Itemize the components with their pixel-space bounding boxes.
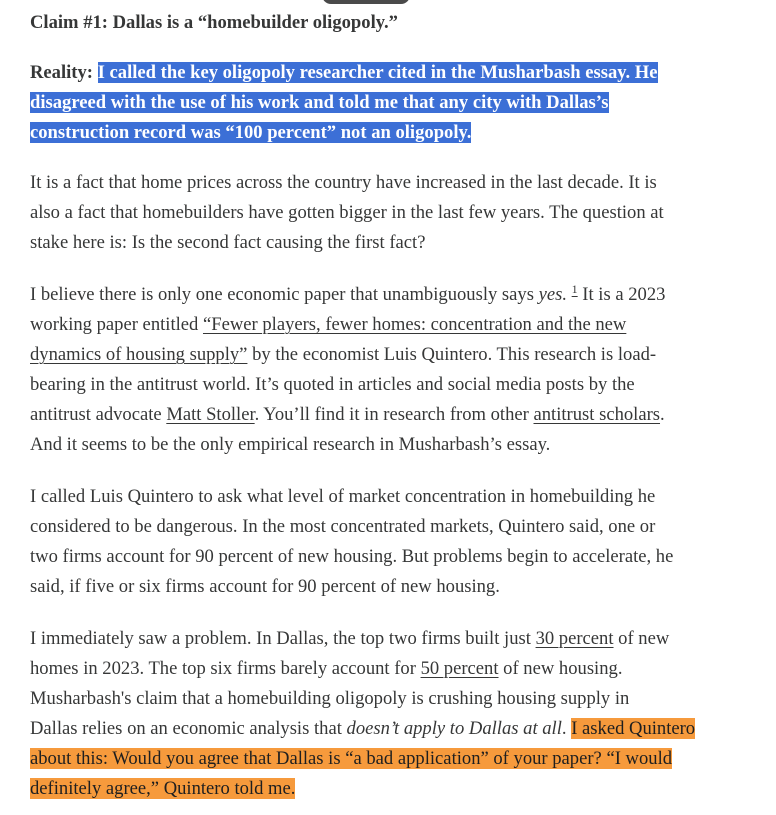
quote-highlight-line-3: definitely agree,” Quintero told me. xyxy=(30,778,296,799)
emphasis-yes: yes. xyxy=(538,284,567,305)
thirty-percent-link[interactable]: 30 percent xyxy=(535,628,614,649)
reality-highlight-line-2: disagreed with the use of his work and told me that any city with Dallas’s xyxy=(30,92,609,113)
quote-highlight-line-1: I asked Quintero xyxy=(571,718,696,739)
paragraph-4 xyxy=(30,624,760,804)
text-run: . xyxy=(561,718,572,739)
text-run: antitrust advocate xyxy=(30,404,167,425)
footnote-link-1[interactable]: 1 xyxy=(571,281,578,296)
paragraph-2 xyxy=(30,280,760,460)
antitrust-scholars-link[interactable]: antitrust scholars xyxy=(533,404,661,425)
text-run: . xyxy=(660,404,665,425)
text-run: by the economist Luis Quintero. This research is load- xyxy=(247,344,657,365)
reality-paragraph xyxy=(30,58,760,148)
claim-text: Claim #1: Dallas is a “homebuilder oligopoly.” xyxy=(30,12,398,33)
reality-label: Reality: xyxy=(30,62,93,83)
claim-heading xyxy=(30,8,398,38)
paragraph-line: It is a fact that home prices across the country have increased in the last decade. It is xyxy=(30,172,657,193)
paper-title-link-continued[interactable]: dynamics of housing supply” xyxy=(30,344,248,365)
text-run: I believe there is only one economic paper that unambiguously says xyxy=(30,284,539,305)
paragraph-line: stake here is: Is the second fact causing the first fact? xyxy=(30,232,426,253)
top-tab-handle xyxy=(322,0,410,4)
paragraph-line: I called Luis Quintero to ask what level of market concentration in homebuilding he xyxy=(30,486,656,507)
paragraph-1 xyxy=(30,168,760,258)
paragraph-3 xyxy=(30,482,760,602)
quote-highlight-line-2: about this: Would you agree that Dallas is “a bad application” of your paper? “I would xyxy=(30,748,673,769)
reality-highlight-line-1: I called the key oligopoly researcher cited in the Musharbash essay. He xyxy=(97,62,658,83)
text-run: of new xyxy=(613,628,670,649)
text-run: homes in 2023. The top six firms barely account for xyxy=(30,658,421,679)
text-run: . You’ll find it in research from other xyxy=(254,404,534,425)
text-run: Dallas relies on an economic analysis that xyxy=(30,718,347,739)
paragraph-line: two firms account for 90 percent of new housing. But problems begin to accelerate, he xyxy=(30,546,674,567)
paragraph-line: considered to be dangerous. In the most concentrated markets, Quintero said, one or xyxy=(30,516,656,537)
paragraph-line: said, if five or six firms account for 90 percent of new housing. xyxy=(30,576,500,597)
fifty-percent-link[interactable]: 50 percent xyxy=(420,658,499,679)
emphasis-text: doesn’t apply to Dallas at all xyxy=(346,718,562,739)
reality-highlight-line-3: construction record was “100 percent” not an oligopoly. xyxy=(30,122,472,143)
paragraph-line: bearing in the antitrust world. It’s quoted in articles and social media posts by the xyxy=(30,374,635,395)
paper-title-link[interactable]: “Fewer players, fewer homes: concentration and the new xyxy=(202,314,627,335)
text-run: I immediately saw a problem. In Dallas, the top two firms built just xyxy=(30,628,536,649)
text-run: of new housing. xyxy=(498,658,623,679)
text-run: working paper entitled xyxy=(30,314,203,335)
paragraph-line: also a fact that homebuilders have gotten bigger in the last few years. The question at xyxy=(30,202,664,223)
paragraph-line: Musharbash's claim that a homebuilding oligopoly is crushing housing supply in xyxy=(30,688,630,709)
text-run: It is a 2023 xyxy=(577,284,666,305)
matt-stoller-link[interactable]: Matt Stoller xyxy=(166,404,255,425)
paragraph-line: And it seems to be the only empirical research in Musharbash’s essay. xyxy=(30,434,551,455)
